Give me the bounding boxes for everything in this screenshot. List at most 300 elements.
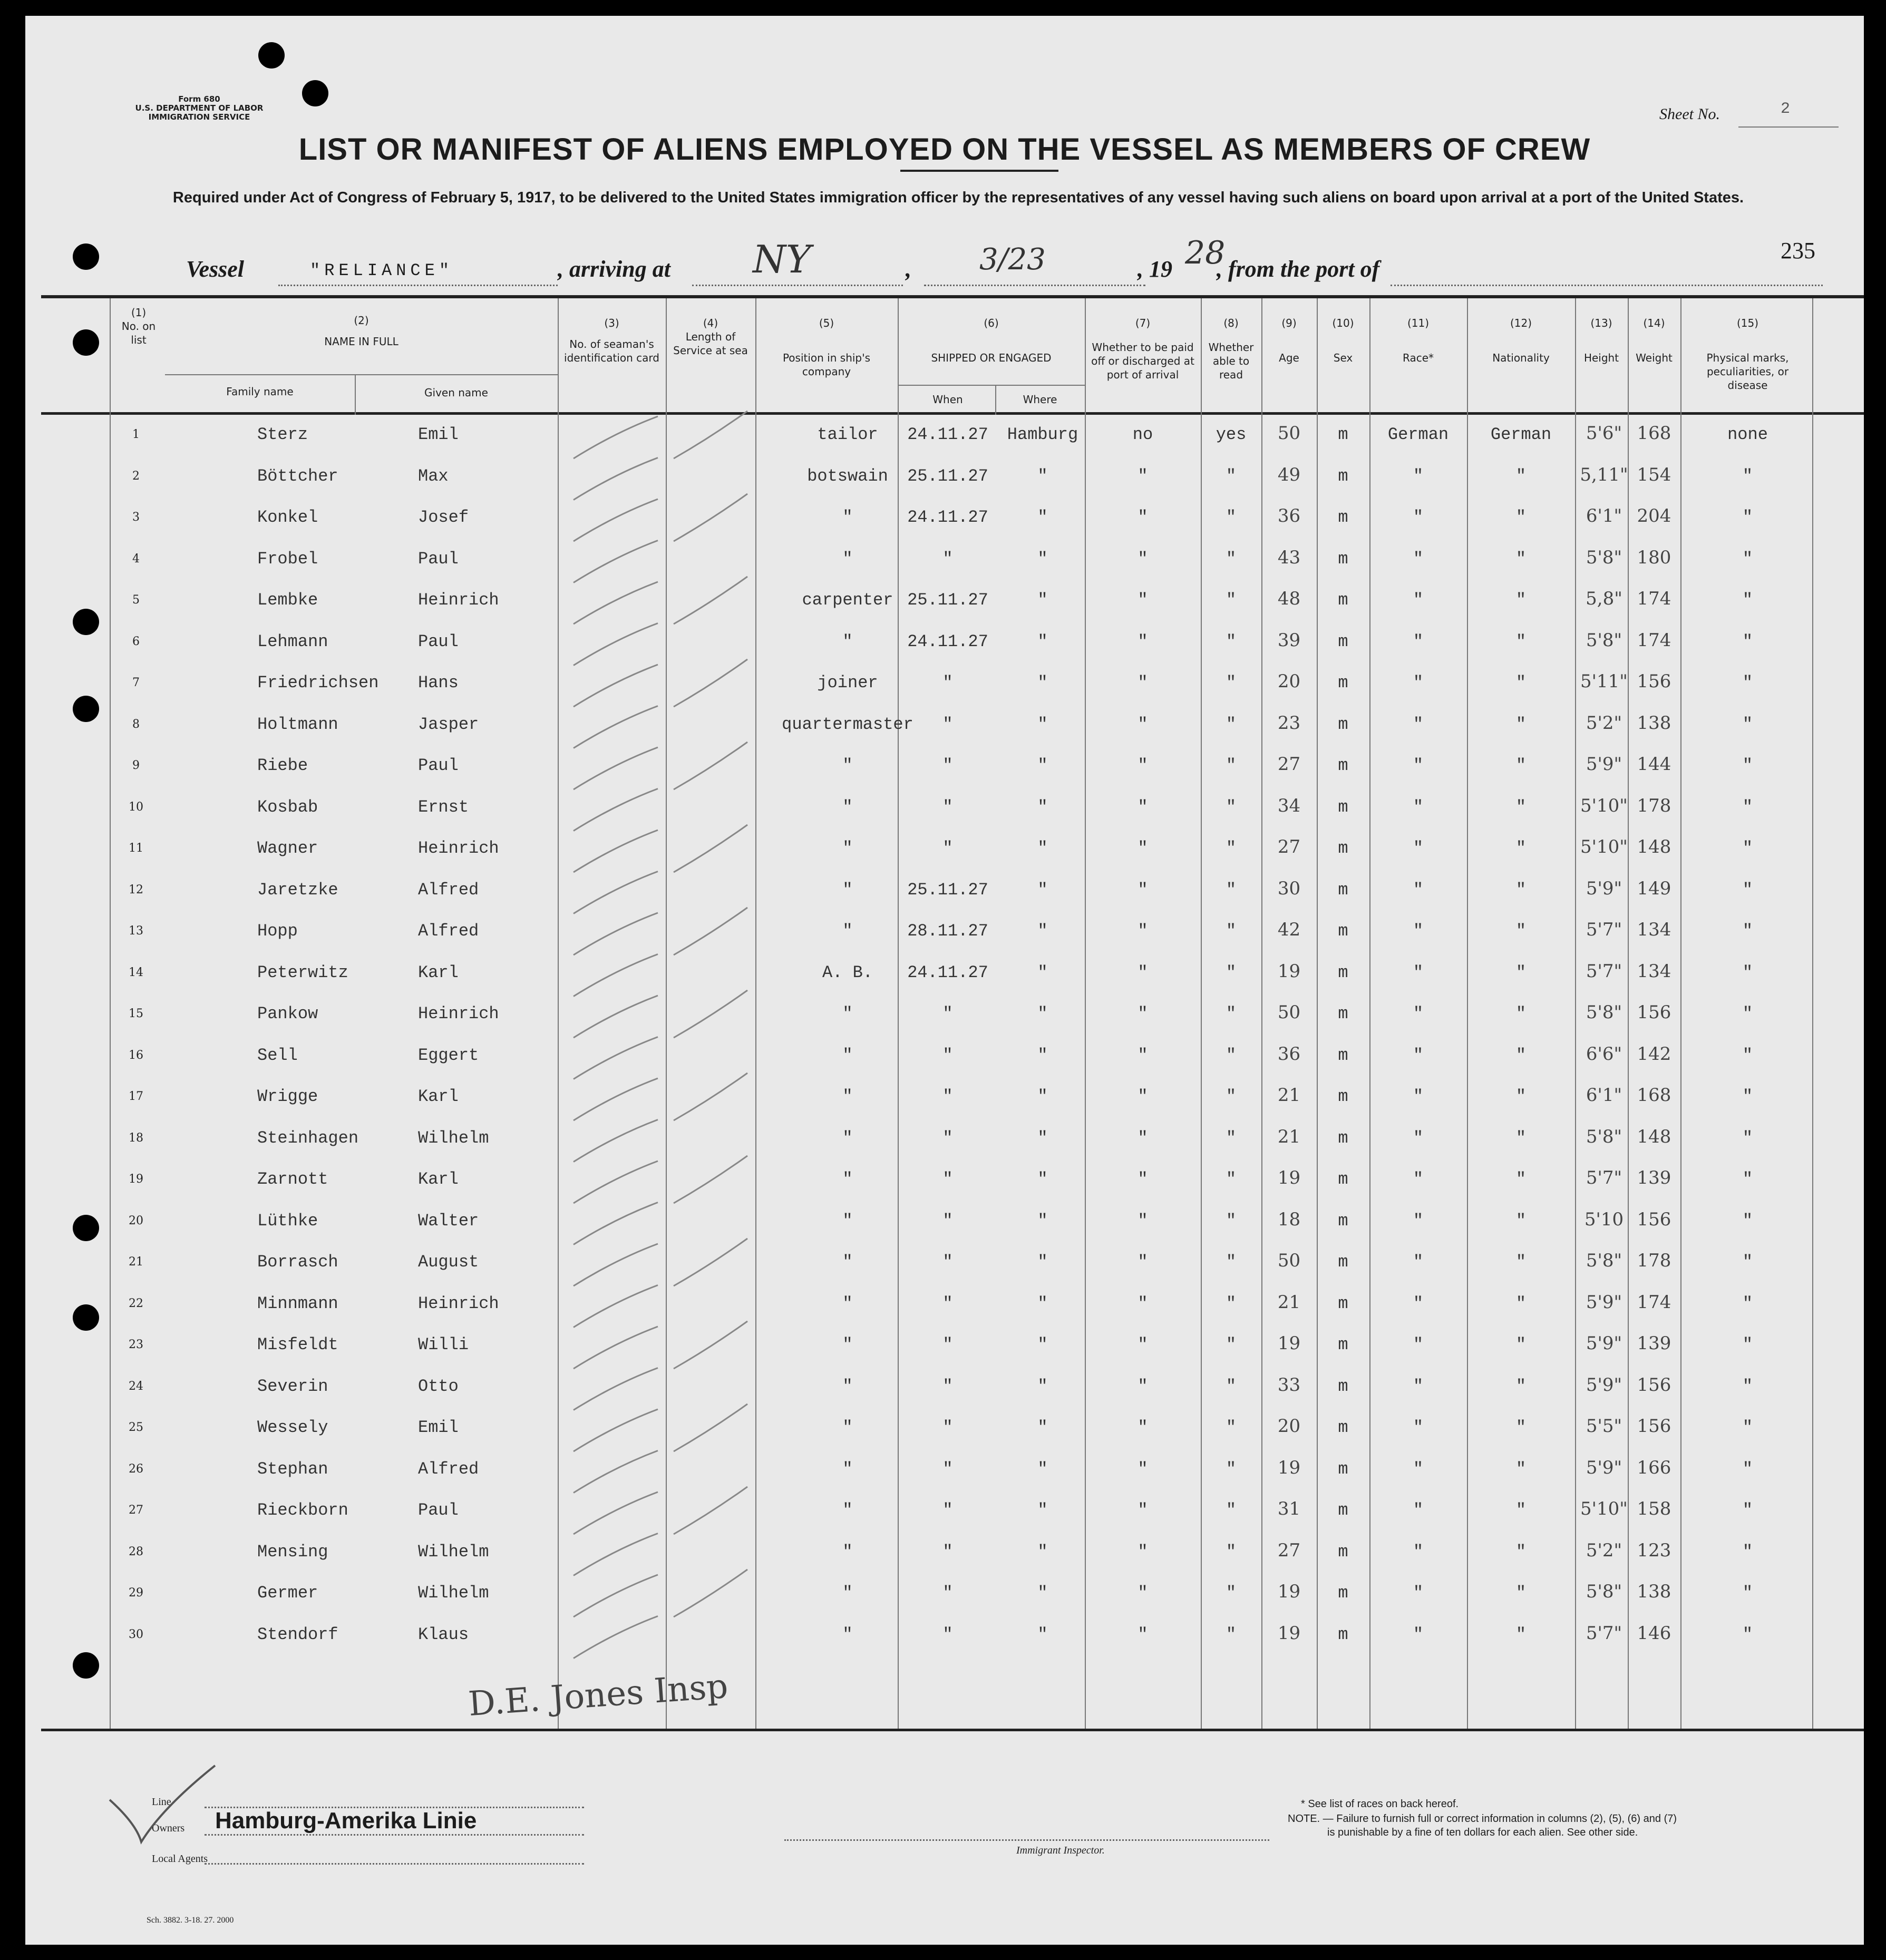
cell-where: ": [1037, 508, 1048, 527]
cell-sex: m: [1338, 1169, 1348, 1189]
cell-where: ": [1037, 756, 1048, 775]
cell-height: 5'2": [1586, 1540, 1622, 1561]
cell-weight: 174: [1637, 1292, 1671, 1313]
inspector-label: Immigrant Inspector.: [1016, 1845, 1105, 1856]
col4-number: (4): [703, 317, 718, 329]
cell-family: Lehmann: [257, 632, 328, 651]
col3-label: No. of seaman's identification card: [564, 338, 659, 364]
cell-family: Steinhagen: [257, 1128, 359, 1148]
cell-weight: 156: [1637, 1002, 1671, 1023]
cell-paid: ": [1138, 1046, 1148, 1065]
cell-sex: m: [1338, 1542, 1348, 1562]
cell-sex: m: [1338, 425, 1348, 444]
col7-label: Whether to be paid off or discharged at port of arrival: [1091, 341, 1194, 381]
cell-nationality: ": [1515, 1542, 1527, 1562]
cell-nationality: ": [1515, 1252, 1527, 1272]
cell-age: 20: [1277, 1416, 1301, 1437]
cell-when: ": [942, 1459, 953, 1479]
cell-family: Friedrichsen: [257, 673, 379, 693]
cell-family: Wrigge: [257, 1087, 318, 1106]
vessel-name: "RELIANCE": [310, 261, 454, 280]
cell-family: Jaretzke: [257, 880, 338, 900]
cell-weight: 156: [1637, 1416, 1671, 1437]
cell-nationality: ": [1515, 1418, 1527, 1437]
cell-family: Peterwitz: [257, 963, 348, 982]
col4-label: Length of Service at sea: [673, 330, 748, 357]
pencil-stroke: [573, 913, 658, 955]
cell-where: ": [1037, 1377, 1048, 1396]
col7-number: (7): [1135, 317, 1151, 329]
cell-sex: m: [1338, 963, 1348, 982]
cell-height: 5'8": [1586, 1581, 1622, 1602]
pencil-stroke: [573, 789, 658, 831]
cell-read: ": [1226, 1583, 1237, 1603]
cell-sex: m: [1338, 1377, 1348, 1396]
cell-height: 5,8": [1586, 588, 1622, 609]
penalty-note-1: NOTE. — Failure to furnish full or correct information in columns (2), (5), (6) and (7): [1288, 1813, 1677, 1825]
cell-age: 20: [1277, 671, 1301, 692]
cell-marks: ": [1742, 508, 1753, 527]
cell-marks: ": [1742, 1087, 1753, 1106]
cell-position: A. B.: [822, 963, 873, 982]
page-subtitle: Required under Act of Congress of February 5, 1917, to be delivered to the United States immigration officer by the representatives of any vessel having such aliens on board upon arrival at a port of the United States.: [172, 189, 1744, 206]
col3-number: (3): [604, 317, 619, 329]
cell-read: ": [1226, 1418, 1237, 1437]
cell-race: ": [1413, 1377, 1424, 1396]
cell-race: ": [1413, 632, 1424, 651]
cell-when: ": [942, 1583, 953, 1603]
cell-position: ": [842, 1542, 853, 1562]
cell-read: ": [1226, 673, 1237, 693]
cell-sex: m: [1338, 1004, 1348, 1023]
cell-position: ": [842, 1335, 853, 1354]
col2-number: (2): [354, 314, 369, 327]
cell-weight: 138: [1637, 1581, 1671, 1602]
cell-nationality: ": [1515, 1377, 1527, 1396]
cell-paid: ": [1138, 1211, 1148, 1231]
pencil-stroke: [573, 1327, 658, 1369]
pencil-stroke: [674, 1569, 747, 1617]
cell-when: 25.11.27: [907, 880, 988, 900]
cell-height: 5'5": [1586, 1416, 1622, 1437]
cell-nationality: ": [1515, 508, 1527, 527]
cell-nationality: ": [1515, 590, 1527, 610]
cell-race: ": [1413, 715, 1424, 734]
cell-paid: ": [1138, 1252, 1148, 1272]
cell-age: 30: [1277, 878, 1301, 899]
check-mark-icon: [78, 16, 289, 1913]
cell-height: 5'9": [1586, 754, 1622, 775]
cell-given: Josef: [418, 508, 469, 527]
cell-race: ": [1413, 1211, 1424, 1231]
cell-age: 21: [1277, 1292, 1301, 1313]
cell-read: ": [1226, 549, 1237, 569]
cell-age: 49: [1277, 464, 1301, 485]
cell-family: Lembke: [257, 590, 318, 610]
cell-race: ": [1413, 466, 1424, 486]
cell-when: ": [942, 1625, 953, 1644]
cell-position: ": [842, 1418, 853, 1437]
cell-weight: 204: [1637, 505, 1671, 526]
cell-marks: ": [1742, 1542, 1753, 1562]
comma-separator: ,: [906, 256, 911, 282]
pencil-stroke: [674, 990, 747, 1038]
cell-position: ": [842, 1169, 853, 1189]
cell-read: ": [1226, 1128, 1237, 1148]
cell-paid: ": [1138, 1583, 1148, 1603]
cell-when: ": [942, 1004, 953, 1023]
cell-marks: ": [1742, 880, 1753, 900]
cell-sex: m: [1338, 1335, 1348, 1354]
cell-sex: m: [1338, 673, 1348, 693]
pencil-stroke: [573, 954, 658, 997]
cell-nationality: ": [1515, 466, 1527, 486]
cell-when: ": [942, 1169, 953, 1189]
pencil-stroke: [573, 458, 658, 500]
pencil-stroke: [573, 1078, 658, 1120]
cell-race: ": [1413, 921, 1424, 941]
cell-paid: ": [1138, 1418, 1148, 1437]
cell-height: 6'1": [1586, 505, 1622, 526]
cell-read: ": [1226, 963, 1237, 982]
cell-height: 5'10": [1580, 795, 1628, 816]
col6-where-header: Where: [1023, 393, 1057, 406]
cell-read: ": [1226, 921, 1237, 941]
pencil-stroke: [573, 1037, 658, 1079]
cell-weight: 139: [1637, 1167, 1671, 1188]
cell-race: ": [1413, 838, 1424, 858]
col1-label: No. on list: [121, 320, 156, 346]
col12-label: Nationality: [1492, 352, 1550, 364]
cell-height: 5'6": [1586, 423, 1622, 444]
pencil-stroke: [573, 1492, 658, 1534]
pencil-stroke: [674, 1156, 747, 1203]
pencil-stroke: [573, 747, 658, 789]
pencil-stroke: [674, 577, 747, 624]
cell-marks: ": [1742, 1335, 1753, 1354]
pencil-stroke: [573, 1368, 658, 1410]
cell-weight: 168: [1637, 423, 1671, 444]
cell-given: Walter: [418, 1211, 479, 1231]
cell-given: Heinrich: [418, 590, 499, 610]
row-number: 3: [132, 511, 140, 524]
cell-when: ": [942, 1377, 953, 1396]
footer-agents-label: Local Agents: [152, 1853, 208, 1865]
cell-age: 36: [1277, 505, 1301, 526]
cell-height: 6'6": [1586, 1044, 1622, 1065]
row-number: 8: [132, 718, 140, 731]
cell-position: ": [842, 1294, 853, 1313]
cell-race: ": [1413, 1335, 1424, 1354]
pencil-stroke: [573, 706, 658, 748]
pencil-stroke: [674, 494, 747, 541]
cell-height: 5'2": [1586, 713, 1622, 734]
cell-given: August: [418, 1252, 479, 1272]
cell-family: Konkel: [257, 508, 318, 527]
cell-marks: ": [1742, 1128, 1753, 1148]
cell-marks: ": [1742, 673, 1753, 693]
cell-marks: ": [1742, 963, 1753, 982]
col8-label: Whether able to read: [1208, 341, 1254, 381]
row-number: 21: [129, 1255, 143, 1269]
cell-when: ": [942, 756, 953, 775]
row-number: 12: [129, 883, 143, 896]
col13-label: Height: [1583, 352, 1619, 364]
col2-family-header: Family name: [226, 385, 294, 398]
cell-sex: m: [1338, 1500, 1348, 1520]
cell-paid: ": [1138, 963, 1148, 982]
cell-marks: ": [1742, 1377, 1753, 1396]
pencil-stroke: [573, 1244, 658, 1286]
cell-age: 19: [1277, 961, 1301, 982]
cell-when: 24.11.27: [907, 963, 988, 982]
cell-race: ": [1413, 1169, 1424, 1189]
pencil-stroke: [573, 1575, 658, 1617]
cell-weight: 139: [1637, 1333, 1671, 1354]
cell-race: ": [1413, 549, 1424, 569]
col11-label: Race*: [1402, 352, 1434, 364]
cell-when: 24.11.27: [907, 425, 988, 444]
footer-line-label: Line: [152, 1796, 171, 1808]
cell-age: 19: [1277, 1457, 1301, 1478]
cell-weight: 149: [1637, 878, 1671, 899]
cell-when: ": [942, 797, 953, 817]
cell-marks: ": [1742, 1169, 1753, 1189]
cell-given: Jasper: [418, 715, 479, 734]
cell-given: Emil: [418, 425, 459, 444]
cell-marks: ": [1742, 1500, 1753, 1520]
pencil-stroke: [573, 1534, 658, 1576]
row-number: 28: [129, 1545, 143, 1558]
cell-age: 33: [1277, 1374, 1301, 1396]
cell-where: ": [1037, 590, 1048, 610]
cell-age: 36: [1277, 1044, 1301, 1065]
races-note: * See list of races on back hereof.: [1301, 1798, 1459, 1810]
cell-when: ": [942, 1418, 953, 1437]
cell-when: ": [942, 673, 953, 693]
cell-race: ": [1413, 1087, 1424, 1106]
col11-number: (11): [1407, 317, 1430, 329]
cell-weight: 123: [1637, 1540, 1671, 1561]
cell-age: 21: [1277, 1126, 1301, 1147]
cell-read: ": [1226, 1294, 1237, 1313]
cell-weight: 144: [1637, 754, 1671, 775]
cell-where: Hamburg: [1007, 425, 1078, 444]
cell-paid: ": [1138, 549, 1148, 569]
cell-nationality: ": [1515, 1459, 1527, 1479]
cell-position: ": [842, 1128, 853, 1148]
cell-where: ": [1037, 1294, 1048, 1313]
cell-age: 19: [1277, 1623, 1301, 1644]
cell-when: ": [942, 1294, 953, 1313]
cell-read: ": [1226, 590, 1237, 610]
cell-given: Heinrich: [418, 838, 499, 858]
pencil-stroke: [674, 411, 747, 459]
cell-when: ": [942, 1335, 953, 1354]
cell-weight: 134: [1637, 961, 1671, 982]
cell-paid: ": [1138, 1377, 1148, 1396]
cell-height: 5'8": [1586, 630, 1622, 651]
cell-height: 5'8": [1586, 547, 1622, 568]
cell-position: ": [842, 1004, 853, 1023]
cell-read: ": [1226, 1625, 1237, 1644]
cell-paid: ": [1138, 715, 1148, 734]
cell-race: ": [1413, 1625, 1424, 1644]
cell-nationality: ": [1515, 673, 1527, 693]
cell-nationality: ": [1515, 1169, 1527, 1189]
pencil-stroke: [573, 872, 658, 914]
footer-owners-label: Owners: [152, 1822, 185, 1834]
cell-paid: ": [1138, 508, 1148, 527]
cell-given: Heinrich: [418, 1294, 499, 1313]
steamship-line-name: Hamburg-Amerika Linie: [215, 1808, 477, 1834]
row-number: 6: [132, 635, 140, 648]
cell-height: 5'7": [1586, 1623, 1622, 1644]
cell-paid: ": [1138, 1128, 1148, 1148]
cell-age: 31: [1277, 1498, 1301, 1519]
cell-when: ": [942, 1211, 953, 1231]
col6-label: SHIPPED OR ENGAGED: [931, 352, 1052, 364]
cell-given: Wilhelm: [418, 1583, 489, 1603]
cell-paid: ": [1138, 1004, 1148, 1023]
cell-race: ": [1413, 756, 1424, 775]
cell-read: ": [1226, 632, 1237, 651]
cell-paid: ": [1138, 1087, 1148, 1106]
cell-race: ": [1413, 1252, 1424, 1272]
cell-age: 39: [1277, 630, 1301, 651]
pencil-stroke: [573, 1409, 658, 1451]
cell-nationality: ": [1515, 1294, 1527, 1313]
cell-position: ": [842, 880, 853, 900]
cell-family: Böttcher: [257, 466, 338, 486]
cell-marks: ": [1742, 1211, 1753, 1231]
cell-given: Paul: [418, 632, 459, 651]
pencil-stroke: [573, 499, 658, 541]
pencil-stroke: [674, 742, 747, 789]
cell-height: 5'7": [1586, 961, 1622, 982]
cell-height: 5'10": [1580, 836, 1628, 857]
cell-weight: 146: [1637, 1623, 1671, 1644]
cell-marks: ": [1742, 466, 1753, 486]
col1-number: (1): [131, 306, 147, 319]
cell-family: Pankow: [257, 1004, 318, 1023]
cell-paid: ": [1138, 1294, 1148, 1313]
pencil-stroke: [573, 623, 658, 666]
row-number: 30: [129, 1628, 143, 1641]
cell-position: joiner: [817, 673, 878, 693]
cell-family: Hopp: [257, 921, 298, 941]
row-number: 19: [129, 1173, 143, 1186]
pencil-stroke: [573, 1285, 658, 1328]
cell-where: ": [1037, 1128, 1048, 1148]
col8-number: (8): [1223, 317, 1239, 329]
port-of-label: , from the port of: [1217, 256, 1380, 282]
cell-age: 19: [1277, 1581, 1301, 1602]
cell-height: 5'9": [1586, 878, 1622, 899]
print-code: Sch. 3882. 3-18. 27. 2000: [147, 1916, 234, 1925]
arrival-date-handwritten: 3/23: [979, 242, 1046, 277]
cell-marks: ": [1742, 1583, 1753, 1603]
cell-family: Stendorf: [257, 1625, 338, 1644]
cell-race: ": [1413, 1500, 1424, 1520]
cell-sex: m: [1338, 508, 1348, 527]
cell-read: ": [1226, 756, 1237, 775]
cell-weight: 174: [1637, 630, 1671, 651]
cell-read: ": [1226, 715, 1237, 734]
row-number: 7: [132, 676, 140, 689]
cell-family: Lüthke: [257, 1211, 318, 1231]
cell-position: ": [842, 508, 853, 527]
cell-marks: ": [1742, 838, 1753, 858]
cell-given: Paul: [418, 1500, 459, 1520]
cell-family: Sterz: [257, 425, 308, 444]
cell-age: 34: [1277, 795, 1301, 816]
pencil-stroke: [573, 1120, 658, 1162]
cell-read: ": [1226, 1500, 1237, 1520]
page-reference-number: 235: [1781, 238, 1815, 264]
pencil-stroke: [674, 1321, 747, 1369]
cell-race: German: [1387, 425, 1449, 444]
col12-number: (12): [1510, 317, 1532, 329]
cell-nationality: ": [1515, 921, 1527, 941]
cell-position: ": [842, 838, 853, 858]
cell-weight: 148: [1637, 836, 1671, 857]
cell-race: ": [1413, 1004, 1424, 1023]
cell-family: Frobel: [257, 549, 318, 569]
row-number: 29: [129, 1586, 143, 1600]
cell-race: ": [1413, 1294, 1424, 1313]
cell-height: 5'9": [1586, 1457, 1622, 1478]
cell-age: 19: [1277, 1333, 1301, 1354]
pencil-stroke: [674, 1239, 747, 1286]
cell-read: ": [1226, 1252, 1237, 1272]
cell-height: 5'9": [1586, 1333, 1622, 1354]
cell-paid: ": [1138, 1500, 1148, 1520]
cell-read: yes: [1216, 425, 1247, 444]
row-number: 4: [132, 552, 140, 565]
cell-race: ": [1413, 673, 1424, 693]
pencil-stroke: [573, 416, 658, 459]
cell-paid: no: [1132, 425, 1153, 444]
pencil-stroke: [674, 1073, 747, 1120]
row-number: 5: [132, 593, 140, 607]
cell-weight: 178: [1637, 795, 1671, 816]
cell-where: ": [1037, 1046, 1048, 1065]
cell-position: tailor: [817, 425, 878, 444]
cell-given: Max: [418, 466, 449, 486]
cell-family: Rieckborn: [257, 1500, 348, 1520]
cell-weight: 158: [1637, 1498, 1671, 1519]
col9-number: (9): [1281, 317, 1297, 329]
cell-age: 27: [1277, 754, 1301, 775]
cell-read: ": [1226, 1169, 1237, 1189]
row-number: 17: [129, 1090, 143, 1103]
cell-paid: ": [1138, 590, 1148, 610]
cell-marks: ": [1742, 756, 1753, 775]
cell-given: Alfred: [418, 1459, 479, 1479]
cell-read: ": [1226, 1542, 1237, 1562]
row-number: 23: [129, 1338, 143, 1351]
cell-given: Klaus: [418, 1625, 469, 1644]
pencil-stroke: [573, 1616, 658, 1659]
cell-race: ": [1413, 1418, 1424, 1437]
cell-sex: m: [1338, 797, 1348, 817]
col6-number: (6): [984, 317, 999, 329]
cell-marks: ": [1742, 549, 1753, 569]
cell-age: 50: [1277, 1250, 1301, 1271]
cell-where: ": [1037, 673, 1048, 693]
pencil-stroke: [674, 1487, 747, 1534]
